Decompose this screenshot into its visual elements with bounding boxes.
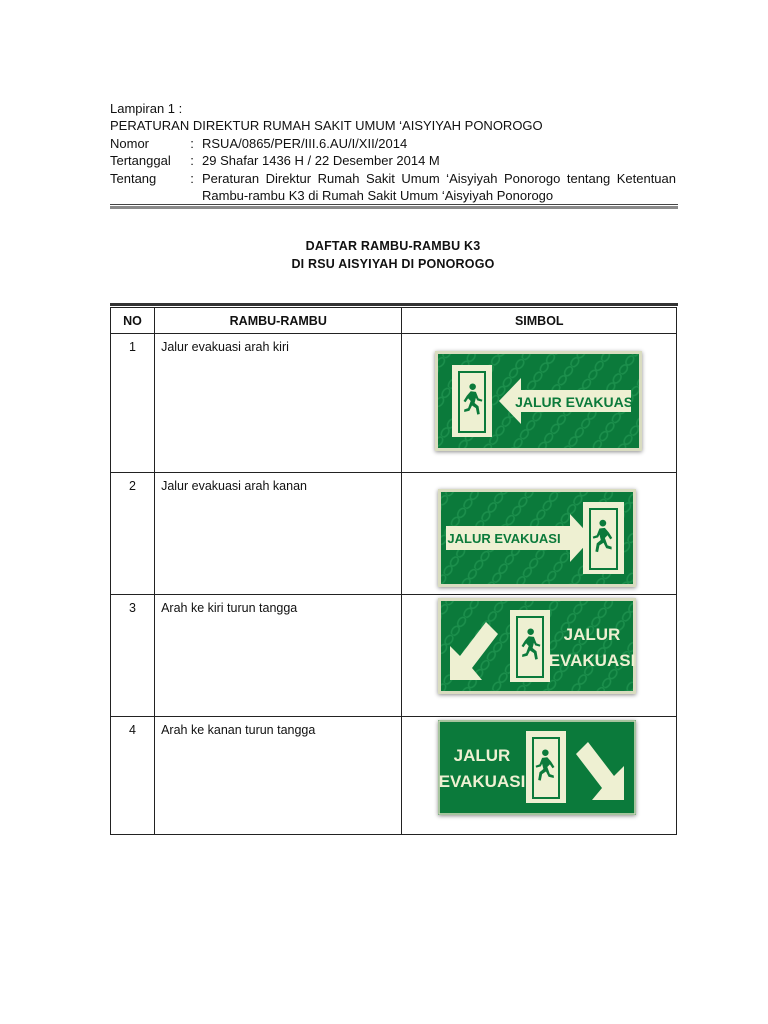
table-row [111, 334, 677, 473]
header-divider-thin [110, 204, 678, 205]
tertanggal-label: Tertanggal [110, 153, 171, 169]
tertanggal-row [110, 152, 676, 169]
sign-text: JALUR [564, 625, 621, 644]
tentang-label: Tentang [110, 170, 157, 186]
symbol-cell [402, 473, 677, 595]
sign-name: Jalur evakuasi arah kanan [155, 473, 402, 595]
lampiran-label: Lampiran 1 : [110, 101, 183, 116]
colon: : [190, 170, 194, 186]
regulation-title: PERATURAN DIREKTUR RUMAH SAKIT UMUM ‘AISYIYAH PONOROGO [110, 118, 543, 134]
tentang-row [110, 170, 676, 187]
sign-name: Arah ke kanan turun tangga [155, 717, 402, 835]
row-number: 2 [111, 473, 155, 595]
sign-text: JALUR EVAKUASI [447, 531, 562, 546]
symbol-cell [402, 717, 677, 835]
column-header-rambu: RAMBU-RAMBU [155, 308, 402, 334]
nomor-row [110, 135, 676, 152]
column-header-simbol: SIMBOL [402, 308, 677, 334]
table-row [111, 473, 677, 595]
colon: : [190, 135, 194, 151]
sign-name: Arah ke kiri turun tangga [155, 595, 402, 717]
signs-table [110, 307, 677, 835]
sign-name: Jalur evakuasi arah kiri [155, 334, 402, 473]
colon: : [190, 153, 194, 169]
exit-left-arrow-icon [435, 351, 642, 451]
header-divider-thick [110, 206, 678, 209]
row-number: 3 [111, 595, 155, 717]
table-header-row [111, 308, 677, 334]
tertanggal-value: 29 Shafar 1436 H / 22 Desember 2014 M [202, 153, 440, 169]
document-header [110, 100, 676, 204]
row-number: 4 [111, 717, 155, 835]
table-row [111, 595, 677, 717]
document-title: DAFTAR RAMBU-RAMBU K3 [305, 239, 481, 253]
row-number: 1 [111, 334, 155, 473]
symbol-cell [402, 595, 677, 717]
sign-text: EVAKUASI [549, 651, 636, 670]
nomor-label: Nomor [110, 135, 150, 151]
exit-right-arrow-icon [438, 489, 636, 587]
symbol-cell [402, 334, 677, 473]
sign-text: JALUR [454, 746, 511, 765]
tentang-value-line2: Rambu-rambu K3 di Rumah Sakit Umum ‘Aisyiyah Ponorogo [202, 188, 554, 204]
nomor-value: RSUA/0865/PER/III.6.AU/I/XII/2014 [202, 135, 408, 151]
sign-text: EVAKUASI [439, 772, 526, 791]
exit-down-left-arrow-icon [438, 598, 636, 694]
exit-down-right-arrow-icon [438, 720, 636, 815]
column-header-no: NO [111, 308, 155, 334]
tentang-value-line1: Peraturan Direktur Rumah Sakit Umum ‘Aisyiyah Ponorogo tentang Ketentuan [202, 170, 676, 186]
document-subtitle: DI RSU AISYIYAH DI PONOROGO [291, 257, 495, 271]
table-row [111, 717, 677, 835]
sign-text: JALUR EVAKUASI [515, 394, 638, 410]
table-top-border [110, 303, 678, 306]
